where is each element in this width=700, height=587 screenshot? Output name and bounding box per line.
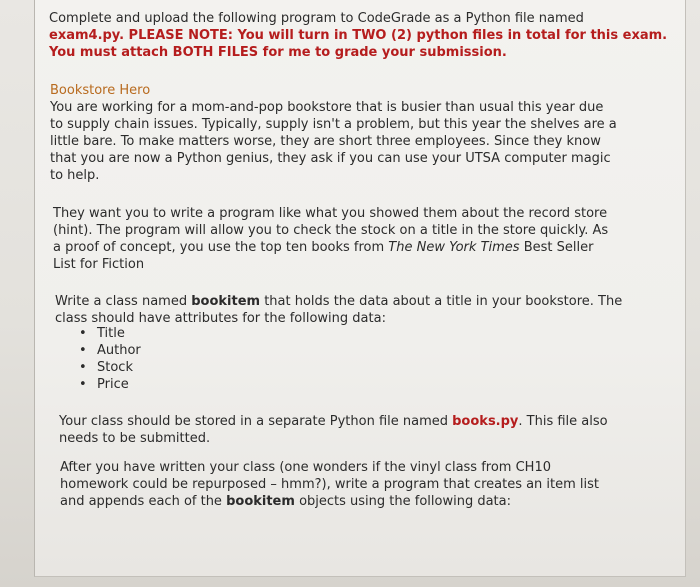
para5-line-2: homework could be repurposed – hmm?), write a program that creates an item list [60, 477, 600, 492]
para3-line-1-end: that holds the data about a title in your bookstore. The [260, 294, 623, 309]
intro-line-1: Complete and upload the following program to CodeGrade as a Python file named [49, 11, 584, 26]
story-line-4: that you are now a Python genius, they ask if you can use your UTSA computer magic [50, 151, 611, 166]
para3-line-1 [55, 294, 622, 311]
file-name-books: books.py [452, 414, 519, 429]
para4-line-1-text: Your class should be stored in a separate Python file named [59, 414, 453, 429]
attribute-item: • Author [55, 343, 141, 360]
para2-line-1: They want you to write a program like what you showed them about the record store [53, 206, 608, 221]
newspaper-title: The New York Times [388, 240, 520, 255]
para4-line-2: needs to be submitted. [59, 431, 211, 446]
para2-line-2: (hint). The program will allow you to check the stock on a title in the store quickly. As [53, 223, 609, 238]
para2-line-3-text: a proof of concept, you use the top ten books from [53, 240, 389, 255]
intro-line-2: exam4.py. PLEASE NOTE: You will turn in TWO (2) python files in total for this exam. [49, 28, 668, 43]
para3-line-2: class should have attributes for the following data: [55, 311, 386, 326]
intro-line-3: You must attach BOTH FILES for me to grade your submission. [49, 45, 507, 60]
story-line-1: You are working for a mom-and-pop bookstore that is busier than usual this year due [50, 100, 604, 115]
para5-line-1: After you have written your class (one wonders if the vinyl class from CH10 [60, 460, 551, 475]
para4-line-1-end: . This file also [518, 414, 608, 429]
para2-line-3-end: Best Seller [519, 240, 594, 255]
class-name-bookitem: bookitem [191, 294, 261, 309]
para5-line-3-text: and appends each of the [60, 494, 227, 509]
attribute-item: • Stock [55, 360, 141, 377]
story-line-5: to help. [50, 168, 100, 183]
attribute-item: • Price [55, 377, 141, 394]
para4-line-1 [59, 414, 608, 431]
attribute-item: • Title [55, 326, 141, 343]
attribute-list [55, 326, 141, 394]
story-line-3: little bare. To make matters worse, they are short three employees. Since they know [50, 134, 601, 149]
class-name-bookitem: bookitem [226, 494, 295, 509]
para2-line-3 [53, 240, 593, 257]
assignment-panel [34, 0, 686, 577]
section-heading: Bookstore Hero [50, 83, 151, 98]
para2-line-4: List for Fiction [53, 257, 145, 272]
para5-line-3 [60, 494, 511, 511]
para3-line-1-text: Write a class named [55, 294, 192, 309]
story-line-2: to supply chain issues. Typically, supply isn't a problem, but this year the shelves are a [50, 117, 617, 132]
para5-line-3-end: objects using the following data: [294, 494, 511, 509]
